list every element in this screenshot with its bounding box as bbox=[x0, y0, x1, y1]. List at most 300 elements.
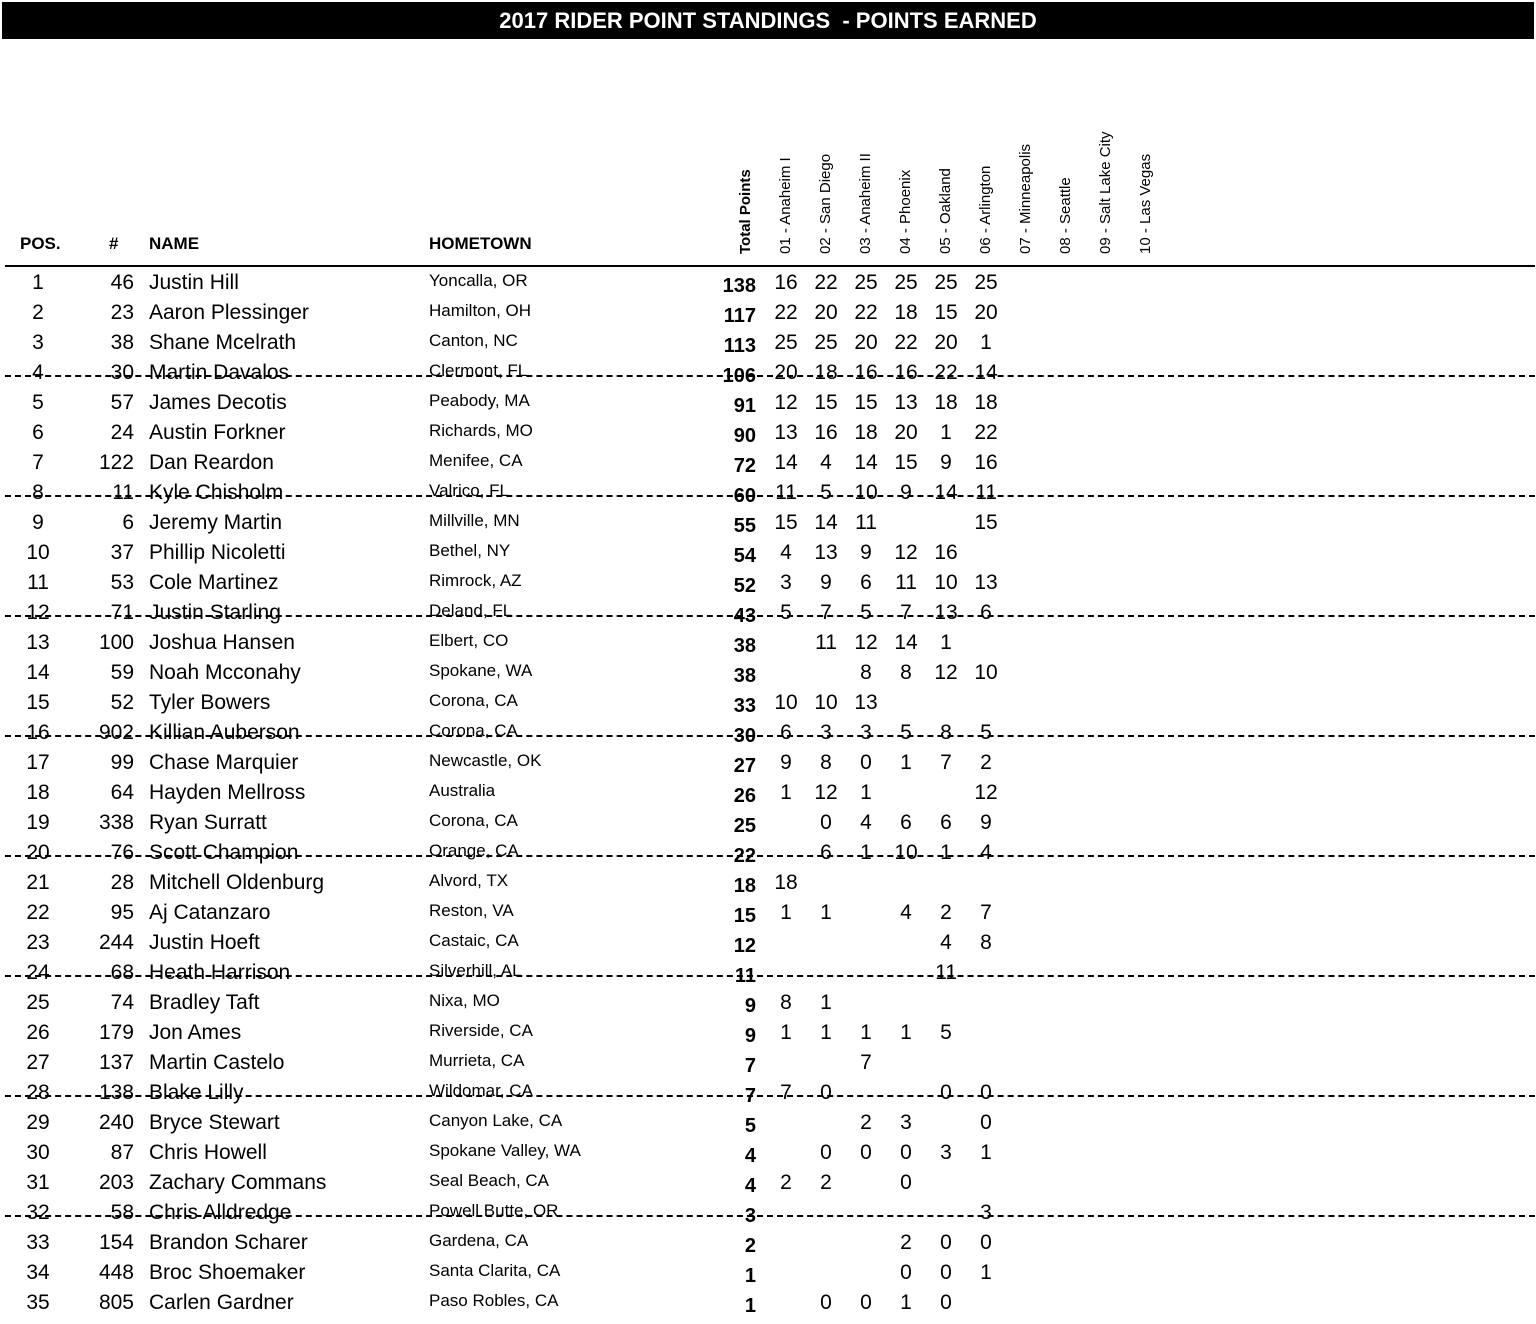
round-header-5: 05 - Oakland bbox=[937, 168, 954, 254]
round-points-cell: 2 bbox=[980, 751, 992, 774]
hometown-cell: Alvord, TX bbox=[429, 871, 509, 890]
round-points-cell: 0 bbox=[980, 1081, 992, 1104]
table-row bbox=[0, 808, 1536, 838]
table-row bbox=[0, 1108, 1536, 1138]
round-points-cell: 5 bbox=[900, 721, 912, 744]
round-points-cell: 1 bbox=[940, 841, 952, 864]
rider-number-cell: 38 bbox=[110, 331, 134, 354]
rider-number-cell: 138 bbox=[98, 1081, 134, 1104]
round-points-cell: 6 bbox=[940, 811, 952, 834]
round-points-cell: 16 bbox=[854, 361, 878, 384]
rider-number-cell: 179 bbox=[98, 1021, 134, 1044]
rider-number-cell: 448 bbox=[98, 1261, 134, 1284]
total-points-column-header: Total Points bbox=[737, 169, 754, 254]
round-points-cell: 14 bbox=[814, 511, 838, 534]
table-row bbox=[0, 658, 1536, 688]
total-points-cell: 113 bbox=[723, 335, 756, 357]
position-cell: 19 bbox=[26, 811, 50, 834]
hometown-cell: Powell Butte, OR bbox=[429, 1201, 559, 1220]
rider-name-cell: Justin Hoeft bbox=[149, 931, 260, 954]
table-row bbox=[0, 1078, 1536, 1108]
round-points-cell: 11 bbox=[815, 631, 837, 654]
table-row bbox=[0, 718, 1536, 748]
round-points-cell: 12 bbox=[854, 631, 878, 654]
group-divider bbox=[5, 375, 1535, 377]
rider-number-cell: 240 bbox=[98, 1111, 134, 1134]
round-points-cell: 6 bbox=[820, 841, 832, 864]
table-row bbox=[0, 778, 1536, 808]
rider-name-cell: Hayden Mellross bbox=[149, 781, 306, 804]
table-row bbox=[0, 748, 1536, 778]
total-points-cell: 4 bbox=[744, 1145, 756, 1167]
rider-name-cell: Broc Shoemaker bbox=[149, 1261, 306, 1284]
round-points-cell: 15 bbox=[854, 391, 878, 414]
total-points-cell: 91 bbox=[733, 395, 756, 417]
position-cell: 9 bbox=[32, 511, 44, 534]
position-cell: 16 bbox=[26, 721, 50, 744]
position-cell: 20 bbox=[26, 841, 50, 864]
round-points-cell: 3 bbox=[980, 1201, 992, 1224]
total-points-cell: 2 bbox=[744, 1235, 756, 1257]
round-points-cell: 0 bbox=[900, 1141, 912, 1164]
rider-number-cell: 57 bbox=[110, 391, 134, 414]
rider-number-cell: 46 bbox=[110, 271, 134, 294]
total-points-cell: 22 bbox=[733, 845, 756, 867]
position-cell: 8 bbox=[32, 481, 44, 504]
rider-number-cell: 805 bbox=[98, 1291, 134, 1314]
round-points-cell: 22 bbox=[774, 301, 798, 324]
rider-number-cell: 338 bbox=[98, 811, 134, 834]
round-points-cell: 2 bbox=[940, 901, 952, 924]
total-points-cell: 33 bbox=[733, 695, 756, 717]
rider-number-cell: 58 bbox=[110, 1201, 134, 1224]
rider-name-cell: Chris Howell bbox=[149, 1141, 267, 1164]
round-points-cell: 15 bbox=[974, 511, 998, 534]
round-points-cell: 14 bbox=[774, 451, 798, 474]
table-row bbox=[0, 538, 1536, 568]
table-row bbox=[0, 1228, 1536, 1258]
position-cell: 31 bbox=[26, 1171, 50, 1194]
rider-number-cell: 902 bbox=[98, 721, 134, 744]
rider-number-cell: 244 bbox=[98, 931, 134, 954]
round-points-cell: 20 bbox=[934, 331, 958, 354]
table-row bbox=[0, 1258, 1536, 1288]
rider-name-cell: Phillip Nicoletti bbox=[149, 541, 286, 564]
table-row bbox=[0, 418, 1536, 448]
round-points-cell: 22 bbox=[854, 301, 878, 324]
round-points-cell: 5 bbox=[860, 601, 872, 624]
round-points-cell: 8 bbox=[900, 661, 912, 684]
table-row bbox=[0, 328, 1536, 358]
round-points-cell: 1 bbox=[980, 1261, 992, 1284]
round-points-cell: 4 bbox=[780, 541, 792, 564]
round-points-cell: 16 bbox=[974, 451, 998, 474]
rider-name-cell: Chris Alldredge bbox=[149, 1201, 292, 1224]
round-points-cell: 10 bbox=[894, 841, 918, 864]
round-header-7: 07 - Minneapolis bbox=[1017, 143, 1034, 254]
round-points-cell: 8 bbox=[820, 751, 832, 774]
round-header-9: 09 - Salt Lake City bbox=[1097, 131, 1114, 254]
rider-name-cell: Bradley Taft bbox=[149, 991, 260, 1014]
round-points-cell: 10 bbox=[774, 691, 798, 714]
round-points-cell: 15 bbox=[894, 451, 918, 474]
round-points-cell: 15 bbox=[814, 391, 838, 414]
hometown-cell: Orange, CA bbox=[429, 841, 519, 860]
table-row bbox=[0, 1018, 1536, 1048]
round-points-cell: 12 bbox=[974, 781, 998, 804]
total-points-cell: 38 bbox=[733, 665, 756, 687]
table-row bbox=[0, 868, 1536, 898]
round-points-cell: 25 bbox=[854, 271, 878, 294]
round-points-cell: 0 bbox=[980, 1231, 992, 1254]
round-points-cell: 1 bbox=[980, 331, 992, 354]
round-points-cell: 12 bbox=[894, 541, 918, 564]
round-points-cell: 18 bbox=[894, 301, 918, 324]
rider-number-cell: 11 bbox=[112, 481, 134, 504]
round-header-1: 01 - Anaheim I bbox=[777, 157, 794, 254]
page-title: 2017 RIDER POINT STANDINGS - POINTS EARNED bbox=[2, 2, 1534, 39]
round-points-cell: 18 bbox=[854, 421, 878, 444]
total-points-cell: 138 bbox=[722, 275, 756, 297]
round-points-cell: 16 bbox=[934, 541, 958, 564]
hometown-cell: Elbert, CO bbox=[429, 631, 509, 650]
hometown-cell: Nixa, MO bbox=[429, 991, 500, 1010]
round-points-cell: 0 bbox=[940, 1081, 952, 1104]
rider-number-cell: 76 bbox=[110, 841, 134, 864]
round-points-cell: 20 bbox=[854, 331, 878, 354]
table-row bbox=[0, 688, 1536, 718]
round-points-cell: 18 bbox=[774, 871, 798, 894]
hometown-cell: Yoncalla, OR bbox=[429, 271, 528, 290]
table-row bbox=[0, 298, 1536, 328]
hometown-cell: Paso Robles, CA bbox=[429, 1291, 559, 1310]
round-header-3: 03 - Anaheim II bbox=[857, 153, 874, 254]
position-cell: 25 bbox=[26, 991, 50, 1014]
rider-number-cell: 30 bbox=[110, 361, 134, 384]
round-points-cell: 1 bbox=[900, 751, 912, 774]
hometown-cell: Seal Beach, CA bbox=[429, 1171, 550, 1190]
rider-number-cell: 37 bbox=[110, 541, 134, 564]
round-points-cell: 0 bbox=[820, 1141, 832, 1164]
round-points-cell: 25 bbox=[774, 331, 798, 354]
table-row bbox=[0, 268, 1536, 298]
position-cell: 1 bbox=[32, 271, 44, 294]
rider-name-cell: Jeremy Martin bbox=[149, 511, 283, 534]
rider-number-cell: 99 bbox=[110, 751, 134, 774]
hometown-cell: Spokane, WA bbox=[429, 661, 533, 680]
position-cell: 13 bbox=[26, 631, 50, 654]
round-points-cell: 5 bbox=[780, 601, 792, 624]
rider-name-cell: Noah Mcconahy bbox=[149, 661, 301, 684]
position-cell: 17 bbox=[26, 751, 50, 774]
round-points-cell: 12 bbox=[814, 781, 838, 804]
round-points-cell: 9 bbox=[820, 571, 832, 594]
hometown-cell: Corona, CA bbox=[429, 811, 518, 830]
total-points-cell: 52 bbox=[733, 575, 756, 597]
rider-name-cell: Cole Martinez bbox=[149, 571, 279, 594]
table-row bbox=[0, 1288, 1536, 1318]
table-row bbox=[0, 1168, 1536, 1198]
round-points-cell: 0 bbox=[820, 811, 832, 834]
rider-number-cell: 59 bbox=[110, 661, 134, 684]
total-points-cell: 7 bbox=[744, 1085, 756, 1107]
round-points-cell: 0 bbox=[900, 1261, 912, 1284]
round-points-cell: 0 bbox=[940, 1261, 952, 1284]
rider-name-cell: Martin Davalos bbox=[149, 361, 290, 384]
round-points-cell: 18 bbox=[934, 391, 958, 414]
round-points-cell: 1 bbox=[780, 781, 792, 804]
hometown-cell: Silverhill, AL bbox=[429, 961, 522, 980]
hometown-cell: Murrieta, CA bbox=[429, 1051, 525, 1070]
round-points-cell: 1 bbox=[940, 631, 952, 654]
round-points-cell: 14 bbox=[974, 361, 998, 384]
rider-name-cell: Tyler Bowers bbox=[149, 691, 271, 714]
round-points-cell: 13 bbox=[974, 571, 998, 594]
round-points-cell: 8 bbox=[980, 931, 992, 954]
table-row bbox=[0, 568, 1536, 598]
round-points-cell: 22 bbox=[894, 331, 918, 354]
rider-name-cell: Mitchell Oldenburg bbox=[149, 871, 325, 894]
total-points-cell: 27 bbox=[733, 755, 756, 777]
round-points-cell: 7 bbox=[940, 751, 952, 774]
total-points-cell: 5 bbox=[744, 1115, 756, 1137]
rider-name-cell: Joshua Hansen bbox=[149, 631, 295, 654]
total-points-cell: 55 bbox=[733, 515, 756, 537]
rider-name-cell: Justin Hill bbox=[149, 271, 239, 294]
rider-number-cell: 71 bbox=[110, 601, 134, 624]
total-points-cell: 9 bbox=[744, 1025, 756, 1047]
rider-name-cell: Carlen Gardner bbox=[149, 1291, 294, 1314]
round-points-cell: 2 bbox=[780, 1171, 792, 1194]
round-points-cell: 3 bbox=[860, 721, 872, 744]
round-points-cell: 10 bbox=[854, 481, 878, 504]
round-points-cell: 1 bbox=[940, 421, 952, 444]
table-row bbox=[0, 448, 1536, 478]
rider-number-cell: 64 bbox=[110, 781, 134, 804]
round-points-cell: 8 bbox=[780, 991, 792, 1014]
round-points-cell: 1 bbox=[980, 1141, 992, 1164]
group-divider bbox=[5, 1215, 1535, 1217]
round-points-cell: 14 bbox=[894, 631, 918, 654]
hometown-cell: Deland, FL bbox=[429, 601, 513, 620]
round-points-cell: 0 bbox=[980, 1111, 992, 1134]
hometown-cell: Menifee, CA bbox=[429, 451, 523, 470]
round-points-cell: 20 bbox=[814, 301, 838, 324]
table-row bbox=[0, 838, 1536, 868]
round-points-cell: 9 bbox=[940, 451, 952, 474]
table-row bbox=[0, 358, 1536, 388]
hometown-cell: Canyon Lake, CA bbox=[429, 1111, 563, 1130]
round-points-cell: 18 bbox=[814, 361, 838, 384]
position-cell: 12 bbox=[26, 601, 50, 624]
position-cell: 5 bbox=[32, 391, 44, 414]
total-points-cell: 26 bbox=[733, 785, 756, 807]
rider-name-cell: Heath Harrison bbox=[149, 961, 291, 984]
total-points-cell: 1 bbox=[744, 1295, 756, 1317]
total-points-cell: 12 bbox=[733, 935, 756, 957]
round-points-cell: 13 bbox=[934, 601, 958, 624]
round-points-cell: 1 bbox=[780, 901, 792, 924]
hometown-cell: Gardena, CA bbox=[429, 1231, 529, 1250]
hometown-cell: Australia bbox=[429, 781, 496, 800]
round-points-cell: 25 bbox=[894, 271, 918, 294]
rider-name-cell: Aaron Plessinger bbox=[149, 301, 309, 324]
rider-name-cell: Kyle Chisholm bbox=[149, 481, 284, 504]
round-points-cell: 0 bbox=[820, 1081, 832, 1104]
position-cell: 6 bbox=[32, 421, 44, 444]
rider-number-cell: 52 bbox=[110, 691, 134, 714]
total-points-cell: 4 bbox=[744, 1175, 756, 1197]
hometown-cell: Corona, CA bbox=[429, 691, 518, 710]
round-points-cell: 5 bbox=[820, 481, 832, 504]
rider-name-cell: Jon Ames bbox=[149, 1021, 242, 1044]
round-points-cell: 20 bbox=[894, 421, 918, 444]
round-points-cell: 6 bbox=[860, 571, 872, 594]
round-points-cell: 0 bbox=[940, 1291, 952, 1314]
group-divider bbox=[5, 735, 1535, 737]
table-row bbox=[0, 1198, 1536, 1228]
round-points-cell: 2 bbox=[860, 1111, 872, 1134]
round-points-cell: 6 bbox=[900, 811, 912, 834]
round-points-cell: 4 bbox=[860, 811, 872, 834]
total-points-cell: 38 bbox=[733, 635, 756, 657]
rider-name-cell: Shane Mcelrath bbox=[149, 331, 297, 354]
round-points-cell: 0 bbox=[860, 751, 872, 774]
rider-name-cell: Bryce Stewart bbox=[149, 1111, 280, 1134]
rider-number-cell: 23 bbox=[110, 301, 134, 324]
round-points-cell: 9 bbox=[780, 751, 792, 774]
table-row bbox=[0, 1048, 1536, 1078]
hometown-cell: Canton, NC bbox=[429, 331, 518, 350]
round-points-cell: 9 bbox=[980, 811, 992, 834]
round-points-cell: 25 bbox=[974, 271, 998, 294]
position-cell: 18 bbox=[26, 781, 50, 804]
round-points-cell: 13 bbox=[814, 541, 838, 564]
round-points-cell: 20 bbox=[774, 361, 798, 384]
header-divider bbox=[5, 265, 1535, 267]
round-points-cell: 7 bbox=[780, 1081, 792, 1104]
position-cell: 4 bbox=[32, 361, 44, 384]
hometown-cell: Millville, MN bbox=[429, 511, 520, 530]
round-points-cell: 1 bbox=[860, 841, 872, 864]
position-cell: 15 bbox=[26, 691, 50, 714]
round-points-cell: 0 bbox=[860, 1291, 872, 1314]
table-row bbox=[0, 478, 1536, 508]
table-row bbox=[0, 958, 1536, 988]
total-points-cell: 117 bbox=[723, 305, 756, 327]
round-points-cell: 3 bbox=[940, 1141, 952, 1164]
round-points-cell: 11 bbox=[775, 481, 797, 504]
rider-number-cell: 53 bbox=[110, 571, 134, 594]
rider-number-cell: 87 bbox=[110, 1141, 134, 1164]
position-cell: 30 bbox=[26, 1141, 50, 1164]
table-row bbox=[0, 388, 1536, 418]
rider-name-cell: Justin Starling bbox=[149, 601, 281, 624]
total-points-cell: 18 bbox=[733, 875, 756, 897]
rider-number-cell: 28 bbox=[110, 871, 134, 894]
hometown-cell: Valrico, FL bbox=[429, 481, 509, 500]
rider-name-cell: Chase Marquier bbox=[149, 751, 299, 774]
round-points-cell: 22 bbox=[934, 361, 958, 384]
round-points-cell: 22 bbox=[974, 421, 998, 444]
total-points-cell: 54 bbox=[733, 545, 756, 567]
position-cell: 7 bbox=[32, 451, 44, 474]
position-cell: 14 bbox=[26, 661, 50, 684]
group-divider bbox=[5, 615, 1535, 617]
round-header-2: 02 - San Diego bbox=[817, 153, 834, 254]
group-divider bbox=[5, 1095, 1535, 1097]
position-cell: 22 bbox=[26, 901, 50, 924]
round-points-cell: 16 bbox=[774, 271, 798, 294]
round-points-cell: 1 bbox=[900, 1291, 912, 1314]
round-points-cell: 13 bbox=[774, 421, 798, 444]
total-points-cell: 60 bbox=[733, 485, 756, 507]
round-points-cell: 4 bbox=[980, 841, 992, 864]
round-points-cell: 0 bbox=[940, 1231, 952, 1254]
round-points-cell: 15 bbox=[774, 511, 798, 534]
table-row bbox=[0, 508, 1536, 538]
round-points-cell: 13 bbox=[894, 391, 918, 414]
total-points-cell: 9 bbox=[744, 995, 756, 1017]
pos-column-header: POS. bbox=[20, 234, 61, 253]
total-points-cell: 1 bbox=[744, 1265, 756, 1287]
hometown-cell: Newcastle, OK bbox=[429, 751, 542, 770]
round-points-cell: 11 bbox=[855, 511, 877, 534]
position-cell: 33 bbox=[26, 1231, 50, 1254]
rider-number-cell: 95 bbox=[110, 901, 134, 924]
hometown-cell: Castaic, CA bbox=[429, 931, 519, 950]
group-divider bbox=[5, 975, 1535, 977]
round-points-cell: 16 bbox=[814, 421, 838, 444]
rider-name-cell: Ryan Surratt bbox=[149, 811, 267, 834]
round-points-cell: 5 bbox=[980, 721, 992, 744]
hometown-cell: Clermont, FL bbox=[429, 361, 528, 380]
total-points-cell: 3 bbox=[744, 1205, 756, 1227]
hometown-cell: Richards, MO bbox=[429, 421, 533, 440]
round-points-cell: 1 bbox=[820, 901, 832, 924]
hometown-column-header: HOMETOWN bbox=[429, 234, 532, 253]
round-points-cell: 25 bbox=[934, 271, 958, 294]
round-points-cell: 13 bbox=[854, 691, 878, 714]
round-points-cell: 1 bbox=[780, 1021, 792, 1044]
round-points-cell: 12 bbox=[934, 661, 958, 684]
position-cell: 32 bbox=[26, 1201, 50, 1224]
table-row bbox=[0, 928, 1536, 958]
number-column-header: # bbox=[109, 234, 119, 253]
round-points-cell: 7 bbox=[980, 901, 992, 924]
round-points-cell: 2 bbox=[900, 1231, 912, 1254]
position-cell: 24 bbox=[26, 961, 50, 984]
round-points-cell: 1 bbox=[820, 991, 832, 1014]
round-points-cell: 9 bbox=[900, 481, 912, 504]
hometown-cell: Reston, VA bbox=[429, 901, 514, 920]
position-cell: 26 bbox=[26, 1021, 50, 1044]
round-points-cell: 2 bbox=[820, 1171, 832, 1194]
round-points-cell: 11 bbox=[895, 571, 917, 594]
rider-name-cell: James Decotis bbox=[149, 391, 287, 414]
round-points-cell: 3 bbox=[780, 571, 792, 594]
round-points-cell: 10 bbox=[974, 661, 998, 684]
round-points-cell: 8 bbox=[940, 721, 952, 744]
total-points-cell: 30 bbox=[733, 725, 756, 747]
round-header-8: 08 - Seattle bbox=[1057, 177, 1074, 254]
position-cell: 27 bbox=[26, 1051, 50, 1074]
round-points-cell: 6 bbox=[780, 721, 792, 744]
table-row bbox=[0, 1138, 1536, 1168]
round-points-cell: 1 bbox=[860, 781, 872, 804]
round-points-cell: 25 bbox=[814, 331, 838, 354]
round-points-cell: 11 bbox=[975, 481, 997, 504]
